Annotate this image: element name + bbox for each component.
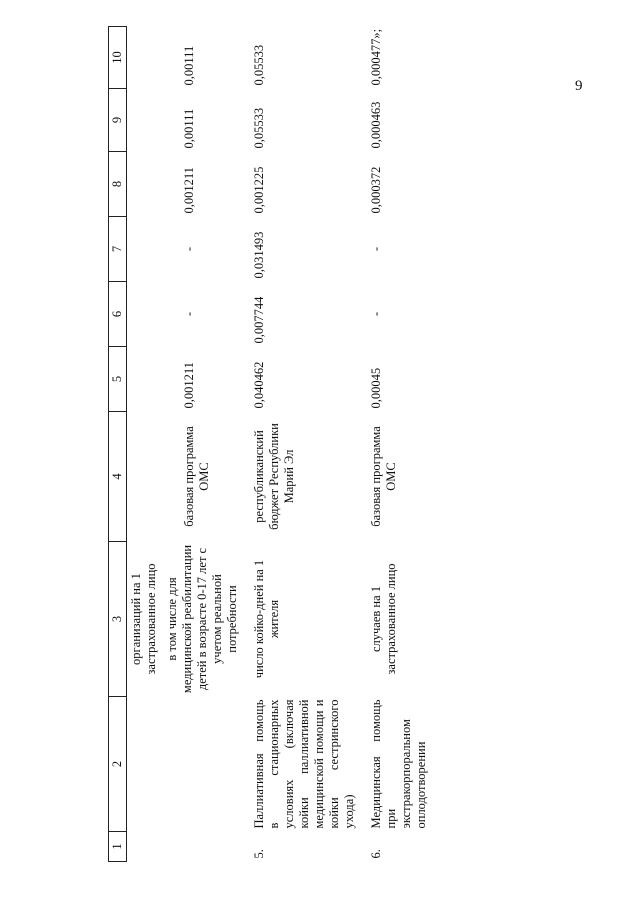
- data-table: [108, 26, 431, 862]
- cell-c10: 0,00111: [182, 45, 196, 86]
- rotated-table-container: [108, 28, 628, 862]
- header-cell: 6: [109, 282, 127, 347]
- cell-c5: 0,00045: [369, 367, 383, 409]
- table-row: [127, 27, 243, 862]
- header-cell: 2: [109, 697, 127, 832]
- header-cell: 8: [109, 152, 127, 217]
- row-source: базовая программа ОМС: [369, 426, 398, 527]
- row-unit: число койко-дней на 1 жителя: [252, 559, 281, 679]
- cell-c9: 0,00111: [182, 108, 196, 149]
- header-cell: 4: [109, 412, 127, 542]
- row-source: республиканский бюджет Республики Марий Эл: [252, 423, 296, 530]
- cell-c6: -: [369, 311, 383, 317]
- row-name: Медицинская помощь при экстракорпоральном оплодотворении: [369, 699, 428, 829]
- row-name: Паллиативная помощь в стационарных условиях (включая койки паллиативной медицинской помощи и койки сестринского ухода): [252, 699, 356, 829]
- page-number: 9: [575, 78, 583, 94]
- cell-c5: 0,001211: [182, 362, 196, 409]
- cell-c9: 0,05533: [252, 107, 266, 149]
- header-cell: 3: [109, 542, 127, 697]
- header-cell: 9: [109, 89, 127, 152]
- row-unit-sub: в том числе для медицинской реабилитации детей в возрасте 0-17 лет с учетом реальной потребности: [165, 544, 239, 694]
- row-source: базовая программа ОМС: [182, 426, 211, 527]
- row-unit: случаев на 1 застрахованное лицо: [369, 563, 398, 675]
- row-number: 5.: [252, 849, 266, 859]
- header-cell: 7: [109, 217, 127, 282]
- cell-c10: 0,000477»;: [369, 28, 383, 86]
- cell-c9: 0,000463: [369, 101, 383, 149]
- cell-c6: -: [182, 311, 196, 317]
- table-row: [242, 27, 359, 862]
- row-unit-top: организаций на 1 застрахованное лицо: [129, 563, 158, 675]
- header-cell: 5: [109, 347, 127, 412]
- header-row: [109, 27, 127, 862]
- cell-c7: -: [369, 246, 383, 252]
- cell-c7: -: [182, 246, 196, 252]
- row-unit: [127, 542, 243, 697]
- cell-c8: 0,000372: [369, 166, 383, 214]
- header-cell: 1: [109, 832, 127, 862]
- row-number: [127, 832, 243, 862]
- cell-c10: 0,05533: [252, 44, 266, 86]
- header-cell: 10: [109, 27, 127, 89]
- cell-c7: 0,031493: [252, 231, 266, 279]
- table-row: [359, 27, 431, 862]
- row-name: [127, 697, 243, 832]
- cell-c6: 0,007744: [252, 296, 266, 344]
- row-number: 6.: [369, 849, 383, 859]
- cell-c8: 0,001211: [182, 167, 196, 214]
- cell-c8: 0,001225: [252, 166, 266, 214]
- cell-c5: 0,040462: [252, 361, 266, 409]
